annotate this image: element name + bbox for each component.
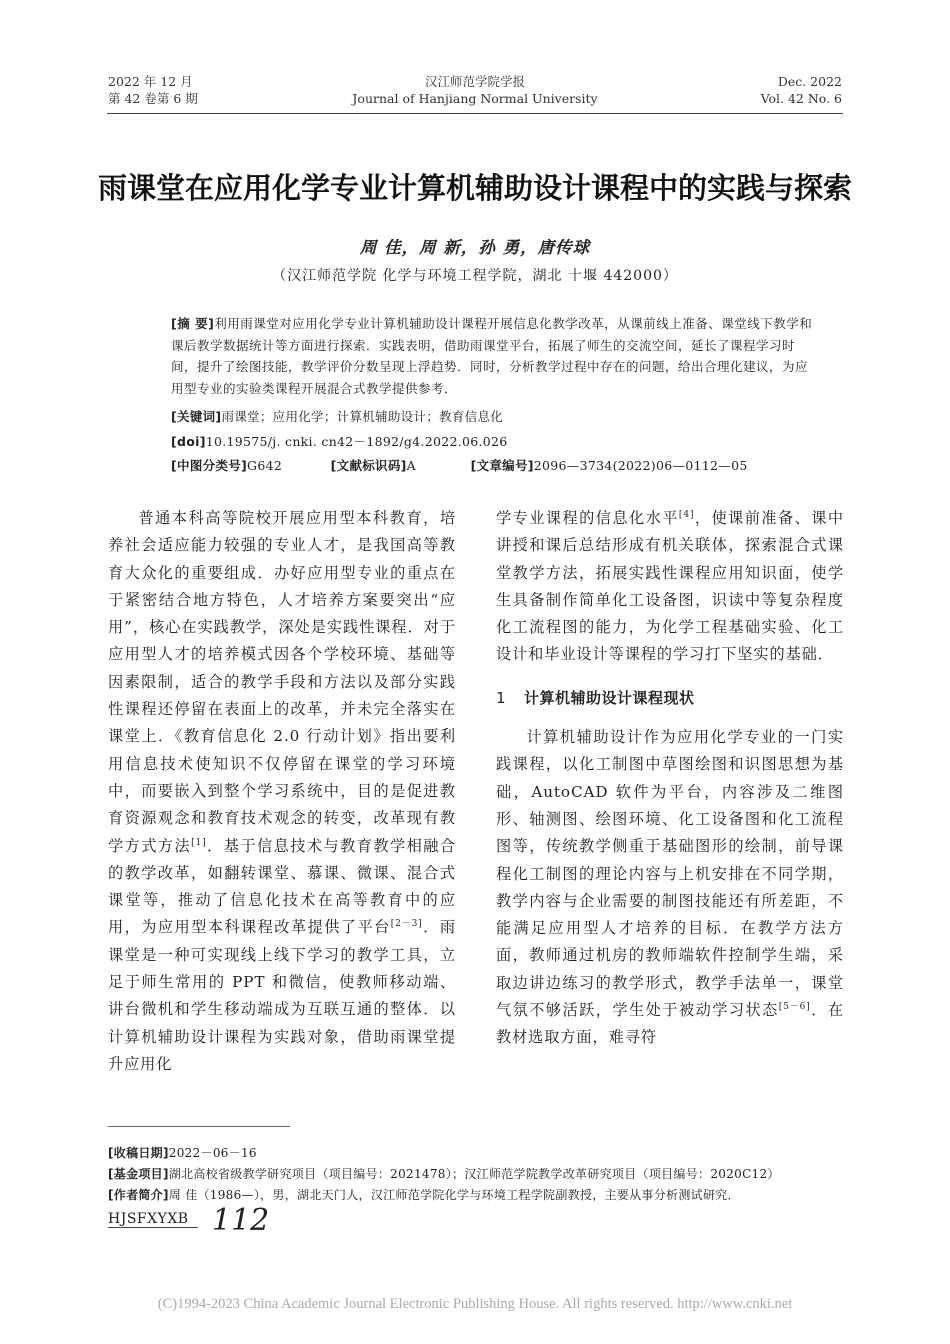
clc-value: G642 bbox=[247, 458, 283, 473]
fund-label: [基金项目] bbox=[108, 1167, 169, 1181]
section-1-paragraph bbox=[496, 724, 844, 1052]
intro-paragraph bbox=[108, 505, 456, 1078]
abstract-label: [摘 要] bbox=[171, 316, 215, 331]
intro-text-2: ．基于信息技术与教育教学相融合的教学改革，如翻转课堂、慕课、微课、混合式课堂等，推动了信息化技术在高等教育中的应用，为应用型本科课程改革提供了平台 bbox=[108, 836, 457, 937]
section-1-text-2: ．在教材选取方面，难寻符 bbox=[496, 1001, 844, 1047]
section-number: 1 bbox=[496, 688, 507, 707]
citation-5-6: [5－6] bbox=[778, 1001, 811, 1012]
clc-label: [中图分类号] bbox=[171, 458, 248, 473]
section-title: 计算机辅助设计课程现状 bbox=[524, 688, 695, 707]
copyright-watermark: (C)1994-2023 China Academic Journal Electronic Publishing House. All rights reserved. http://www.cnki.net bbox=[157, 1296, 793, 1312]
intro-text-1: 普通本科高等院校开展应用型本科教育，培养社会适应能力较强的专业人才，是我国高等教育大众化的重要组成．办好应用型专业的重点在于紧密结合地方特色，人才培养方案要突出“应用”，核心在实践教学，深处是实践性课程．对于应用型人才的培养模式因各个学校环境、基础等因素限制，适合的教学手段和方法以及部分实践性课程还停留在表面上的改革，并未完全落实在课堂上．《教育信息化 2.0 行动计划》指出要利用信息技术使知识不仅停留在课堂的学习环境中，而要嵌入到整个学习系统中，目的是促进教育资源观念和教育技术观念的转变，改革现有教学方式方法 bbox=[108, 509, 456, 855]
journal-name-en: Journal of Hanjiang Normal University bbox=[352, 91, 598, 106]
header-right bbox=[761, 73, 842, 107]
keywords-label: [关键词] bbox=[171, 409, 222, 424]
keywords-text: 雨课堂；应用化学；计算机辅助设计；教育信息化 bbox=[221, 409, 504, 424]
fund-value: 湖北高校省级教学研究项目（项目编号：2021478）；汉江师范学院教学改革研究项目（项目编号：2020C12） bbox=[168, 1167, 780, 1181]
footnote-received bbox=[108, 1145, 848, 1162]
header-volume-en: Vol. 42 No. 6 bbox=[760, 91, 842, 106]
body-column-left bbox=[108, 505, 456, 1078]
doc-code-value: A bbox=[406, 458, 416, 473]
header-volume: 第 42 卷第 6 期 bbox=[108, 91, 198, 106]
body-column-right bbox=[496, 505, 844, 1052]
journal-code: HJSFXYXB bbox=[108, 1211, 189, 1227]
journal-name-cn: 汉江师范学院学报 bbox=[424, 74, 525, 89]
doc-code-label: [文献标识码] bbox=[330, 458, 407, 473]
doi bbox=[171, 433, 508, 451]
article-no-label: [文章编号] bbox=[470, 458, 534, 473]
author-bio-value: 周 佳（1986—），男，湖北天门人，汉江师范学院化学与环境工程学院副教授，主要从事分析测试研究． bbox=[168, 1188, 740, 1202]
section-1-text-1: 计算机辅助设计作为应用化学专业的一门实践课程，以化工制图中草图绘图和识图思想为基础，AutoCAD 软件为平台，内容涉及二维图形、轴测图、绘图环境、化工设备图和化工流程图等，传统教学侧重于基础图形的绘制，前导课程化工制图的理论内容与上机安排在不同学期，教学内容与企业需要的制图技能还有所差距，不能满足应用型人才培养的目标．在教学方法方面，教师通过机房的教师端软件控制学生端，采取边讲边练习的教学形式，教学手法单一，课堂气氛不够活跃，学生处于被动学习状态 bbox=[496, 728, 844, 1020]
intro-text-3: ．雨课堂是一种可实现线上线下学习的教学工具，立足于师生常用的 PPT 和微信，使教师移动端、讲台微机和学生移动端成为互联互通的整体．以计算机辅助设计课程为实践对象，借助雨课堂提升应用化 bbox=[108, 918, 456, 1073]
paper-authors: 周 佳，周 新，孙 勇，唐传球 bbox=[359, 238, 591, 257]
intro-cont-text-1: 学专业课程的信息化水平 bbox=[496, 509, 679, 527]
header-date: 2022 年 12 月 bbox=[108, 74, 193, 89]
keywords bbox=[171, 408, 503, 426]
header-divider bbox=[107, 113, 843, 114]
intro-continued bbox=[496, 505, 844, 669]
article-no-value: 2096—3734(2022)06—0112—05 bbox=[533, 458, 748, 473]
abstract bbox=[143, 313, 819, 399]
received-label: [收稿日期] bbox=[108, 1146, 169, 1160]
header-date-en: Dec. 2022 bbox=[777, 74, 842, 89]
paper-affiliation: （汉江师范学院 化学与环境工程学院，湖北 十堰 442000） bbox=[272, 268, 678, 284]
footnote-fund bbox=[108, 1166, 848, 1183]
citation-1: [1] bbox=[191, 837, 207, 848]
footnote-divider bbox=[108, 1126, 290, 1127]
footnote-author bbox=[108, 1187, 848, 1204]
section-heading-1 bbox=[496, 685, 844, 712]
intro-cont-text-2: ，使课前准备、课中讲授和课后总结形成有机关联体，探索混合式课堂教学方法，拓展实践性课程应用知识面，使学生具备制作简单化工设备图，识读中等复杂程度化工流程图的能力，为化学工程基础实验、化工设计和毕业设计等课程的学习打下坚实的基础． bbox=[496, 509, 844, 664]
author-bio-label: [作者简介] bbox=[108, 1188, 169, 1202]
citation-2-3: [2－3] bbox=[390, 919, 423, 930]
citation-4: [4] bbox=[678, 509, 695, 520]
journal-code-underline bbox=[108, 1227, 198, 1228]
classification bbox=[171, 457, 851, 475]
paper-title: 雨课堂在应用化学专业计算机辅助设计课程中的实践与探索 bbox=[97, 171, 852, 205]
doi-text: 10.19575/j. cnki. cn42－1892/g4.2022.06.026 bbox=[205, 434, 508, 449]
abstract-text: 利用雨课堂对应用化学专业计算机辅助设计课程开展信息化教学改革，从课前线上准备、课堂线下教学和课后教学数据统计等方面进行探索．实践表明，借助雨课堂平台，拓展了师生的交流空间，延长了课程学习时间，提升了绘图技能，教学评价分数呈现上浮趋势．同时，分析教学过程中存在的问题，给出合理化建议，为应用型专业的实验类课程开展混合式教学提供参考． bbox=[171, 316, 813, 396]
page-number: 112 bbox=[212, 1203, 270, 1238]
doi-label: [doi] bbox=[171, 434, 206, 449]
received-value: 2022－06－16 bbox=[168, 1146, 257, 1160]
abstract-block bbox=[143, 313, 819, 399]
